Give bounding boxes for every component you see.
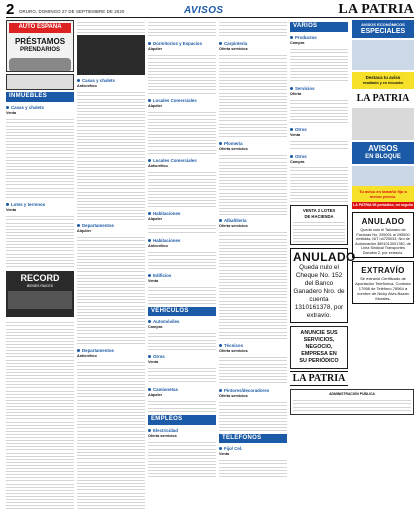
especiales-sub: ESPECIALES [360, 28, 406, 36]
listing-block-2 [290, 98, 348, 124]
category-label: Departamentos [82, 222, 114, 228]
category-locales [148, 98, 216, 103]
listing-block-1 [219, 53, 287, 138]
category-electricidad [148, 428, 216, 433]
listing-block-1 [6, 117, 74, 199]
category-label: Casas y chalets [11, 104, 44, 110]
category-servicios [290, 86, 348, 91]
bullet-icon [219, 219, 222, 222]
listing-block-top [219, 20, 287, 38]
car-image [9, 58, 71, 72]
anulado2-body: Queda nulo el Talonario de Facturas No. 295001 al 295500 emitidas, NIT n4725033, Nro de Autorización 3891013001780, de Lima Sindical Transportes Danubio 2, por extravío. [355, 227, 411, 255]
listing-block-6 [219, 458, 287, 478]
category-habitaciones [148, 211, 216, 216]
page-number: 2 [6, 1, 15, 18]
subcategory-alquiler: Alquiler [148, 393, 163, 398]
record-subtitle: BIENES RAICES [26, 284, 53, 289]
anuncie-line-4: EMPRESA EN [301, 351, 337, 358]
avisos-bloque-ad [352, 142, 414, 164]
listing-block-3 [219, 230, 287, 340]
bullet-icon [148, 212, 151, 215]
category-label: Casas y chalets [82, 78, 115, 83]
bullet-icon [148, 429, 151, 432]
category-label: Carpintería [224, 41, 248, 46]
category-otros-venta [290, 127, 348, 132]
listing-block-2 [77, 235, 145, 345]
column-4 [219, 20, 287, 509]
listing-block-6 [148, 285, 216, 305]
record-ad [6, 271, 74, 317]
bloque-title: AVISOS [368, 143, 398, 153]
category-label: Camionetas [153, 387, 178, 393]
subcategory-anticretico: Anticrético [148, 163, 168, 168]
listing-block-7 [148, 331, 216, 351]
category-label: Otros [295, 153, 307, 159]
category-pintores [219, 388, 287, 393]
subcategory-oferta: Oferta servicios [148, 433, 177, 438]
page-date: ORURO, DOMINGO 27 DE SEPTIEMBRE DE 2020 [19, 9, 125, 14]
bullet-icon [219, 142, 222, 145]
listing-block-9 [148, 399, 216, 413]
bullet-icon [219, 447, 222, 450]
empleos-bar: EMPLEOS [148, 415, 216, 425]
listing-block-3 [148, 170, 216, 208]
record-title: RECORD [20, 272, 60, 283]
venta-lotes-sub: DE HACIENDA [304, 213, 334, 219]
listing-block-top [148, 20, 216, 38]
category-casas [6, 105, 74, 110]
bullet-icon [290, 36, 293, 39]
subcategory-oferta: Oferta servicios [219, 223, 248, 228]
listing-block-4 [148, 223, 216, 235]
bullet-icon [148, 320, 151, 323]
subcategory-oferta: Oferta servicios [219, 146, 248, 151]
listing-block-2 [6, 214, 74, 269]
subcategory-anticretico: Anticrético [77, 84, 97, 88]
category-locales-anticretico [148, 158, 216, 163]
category-otros [148, 354, 216, 359]
category-carpinteria [219, 41, 287, 46]
category-plomeria [219, 141, 287, 146]
prendarios-label: PRENDARIOS [19, 47, 60, 54]
anuncie-line-2: SERVICIOS, [303, 337, 335, 344]
bullet-icon [290, 87, 293, 90]
anulado-talonario-ad [352, 212, 414, 259]
subcategory-compra: Compra [290, 159, 305, 164]
subcategory-venta: Venta [290, 132, 301, 137]
listing-block-3 [290, 139, 348, 151]
category-label: Habitaciones [153, 210, 181, 216]
category-label: Dormitorios y Espacios [153, 41, 203, 46]
bullet-icon [148, 274, 151, 277]
listing-block-2 [148, 110, 216, 155]
category-dormitorios [148, 41, 216, 46]
telefonos-bar: TELÉFONOS [219, 434, 287, 444]
anulado-body: Queda nulo el Cheque No. 152 del Banco Ganadero Nro. de cuenta 1310161378, por extravío. [293, 264, 345, 320]
listing-block-5 [219, 400, 287, 432]
bullet-icon [148, 99, 151, 102]
listing-block-1 [290, 47, 348, 83]
category-departamentos-anticretico [77, 348, 145, 353]
bullet-icon [290, 155, 293, 158]
subcategory-oferta: Oferta servicios [219, 393, 248, 398]
vehiculos-bar: VEHÍCULOS [148, 307, 216, 317]
bloque-image-2 [352, 166, 414, 186]
column-5 [290, 20, 414, 509]
category-label: Técnicos [224, 342, 244, 348]
category-automoviles [148, 319, 216, 324]
column-1 [6, 20, 74, 509]
category-tecnicos [219, 343, 287, 348]
dark-promo-ad [77, 35, 145, 75]
newspaper-logo: LA PATRIA [338, 2, 414, 17]
avisos-especiales-ad [352, 20, 414, 38]
bloque-sub: EN BLOQUE [365, 154, 401, 161]
section-title: AVISOS [184, 5, 224, 16]
category-edificios [148, 273, 216, 278]
column-2 [77, 20, 145, 509]
footer-notice [290, 389, 414, 414]
footer-title: ADMINISTRACIÓN PÚBLICA [329, 392, 375, 397]
category-habitaciones-anticretico [148, 238, 216, 243]
destaca-line-1: Destaca tu aviso [365, 75, 401, 81]
listing-block-3 [6, 320, 74, 509]
listing-block-10 [148, 440, 216, 480]
bullet-icon [6, 106, 9, 109]
bullet-icon [148, 355, 151, 358]
venta-lotes-title: VENTA 2 LOTES [302, 208, 336, 214]
category-label: Habitaciones [153, 237, 181, 243]
subcategory-venta: Venta [6, 110, 17, 115]
listing-block-4 [219, 355, 287, 385]
bullet-icon [148, 42, 151, 45]
category-label: Edificios [153, 272, 172, 278]
venta-lotes-text [293, 220, 345, 242]
listing-block-1 [148, 53, 216, 95]
bullet-icon [77, 224, 80, 227]
bloque-note-box [352, 186, 414, 202]
bullet-icon [6, 203, 9, 206]
category-label: Lotes y terrenos [11, 201, 46, 207]
category-label: Fijo/ Cel. [224, 446, 243, 452]
venta-lotes-ad [290, 205, 348, 245]
subcategory-oferta: Oferta servicios [219, 47, 248, 51]
category-label: Otros [295, 126, 307, 132]
category-productos [290, 35, 348, 40]
especiales-title: AVISOS ECONÓMICOS [361, 22, 405, 27]
record-image [8, 291, 72, 309]
subcategory-alquiler: Alquiler [148, 216, 163, 221]
anulado-title: ANULADO [293, 250, 356, 265]
auto-espana-brand: AUTO ESPAÑA [9, 23, 71, 33]
category-label: Electricidad [153, 427, 178, 433]
bloque-note: Tu aviso en tamaño fijo a menor precio. [359, 188, 407, 200]
bullet-icon [219, 389, 222, 392]
bullet-icon [148, 239, 151, 242]
subcategory-venta: Venta [219, 452, 230, 457]
subcategory-anticretico: Anticrético [77, 353, 97, 358]
varios-bar: VARIOS [290, 22, 348, 32]
bullet-icon [148, 159, 151, 162]
listing-block-4 [290, 165, 348, 203]
listing-block-top [77, 20, 145, 34]
category-label: Automóviles [153, 319, 180, 325]
category-camionetas [148, 387, 216, 392]
destaca-box [352, 72, 414, 88]
category-label: Productos [295, 34, 317, 40]
subcategory-oferta: Oferta [290, 91, 302, 96]
anulado2-title: ANULADO [361, 216, 405, 226]
bullet-icon [219, 344, 222, 347]
la-patria-logo: LA PATRIA [356, 92, 410, 104]
bloque-image [352, 108, 414, 140]
category-label: Departamentos [82, 347, 114, 353]
subcategory-alquiler: Alquiler [77, 228, 92, 233]
la-patria-logo-2: LA PATRIA [290, 371, 348, 386]
column-3 [148, 20, 216, 509]
anuncie-line-5: SU PERIÓDICO [299, 358, 339, 365]
subcategory-compra: Compra [290, 40, 305, 45]
bullet-icon [77, 349, 80, 352]
especiales-image [352, 40, 414, 70]
category-label: Locales Comerciales [153, 97, 197, 103]
bullet-icon [290, 128, 293, 131]
bullet-icon [219, 42, 222, 45]
category-otros-compra [290, 154, 348, 159]
bullet-icon [148, 388, 151, 391]
category-label: Servicios [295, 85, 315, 91]
anuncie-line-1: ANUNCIE SUS [300, 330, 338, 337]
subcategory-anticretico: Anticrético [148, 243, 168, 248]
subcategory-venta: Venta [148, 278, 159, 283]
auto-espana-ad [6, 20, 74, 72]
subcategory-venta: Venta [6, 207, 17, 212]
category-label: Otros [153, 354, 165, 360]
category-albanileria [219, 218, 287, 223]
subcategory-oferta: Oferta servicios [219, 348, 248, 353]
bloque-footer: LA PATRIA 95 periódico, mi orgullo [353, 203, 413, 208]
extravio-body: Se extravió Certificado de Aportación Telefónica, Contrato 17958 de Teléfono 78564 a nombre de Nicky Alvis Bazan Morales. [355, 276, 411, 301]
listing-block-2 [219, 153, 287, 215]
subcategory-alquiler: Alquiler [148, 103, 163, 108]
category-lotes [6, 202, 74, 207]
category-casas-anticretico [77, 78, 145, 83]
listing-block-8 [148, 366, 216, 384]
listing-block-5 [148, 250, 216, 270]
category-departamentos [77, 223, 145, 228]
extravio-ad [352, 261, 414, 304]
category-fijo [219, 446, 287, 451]
anulado-cheque-ad [290, 248, 356, 323]
category-label: Pintores/decoradores [224, 387, 270, 393]
category-label: Plomería [224, 140, 243, 146]
anuncie-line-3: NEGOCIO, [305, 344, 333, 351]
bullet-icon [77, 79, 80, 82]
listing-block-3 [77, 360, 145, 509]
page-header [6, 3, 414, 18]
inmuebles-bar: INMUEBLES [6, 92, 74, 102]
prestamos-label: PRÉSTAMOS [14, 36, 66, 46]
listing-block-1 [77, 90, 145, 220]
category-label: Locales Comerciales [153, 157, 197, 163]
promo-ad-small [6, 74, 74, 90]
subcategory-alquiler: Alquiler [148, 47, 163, 51]
footer-text [293, 398, 411, 412]
anuncie-ad [290, 326, 348, 369]
destaca-line-2: resaltado y en recuadro [362, 81, 404, 85]
category-label: Albañilería [224, 217, 247, 223]
subcategory-compra: Compra [148, 325, 163, 330]
subcategory-venta: Venta [148, 360, 159, 365]
extravio-title: EXTRAVÍO [361, 266, 405, 276]
